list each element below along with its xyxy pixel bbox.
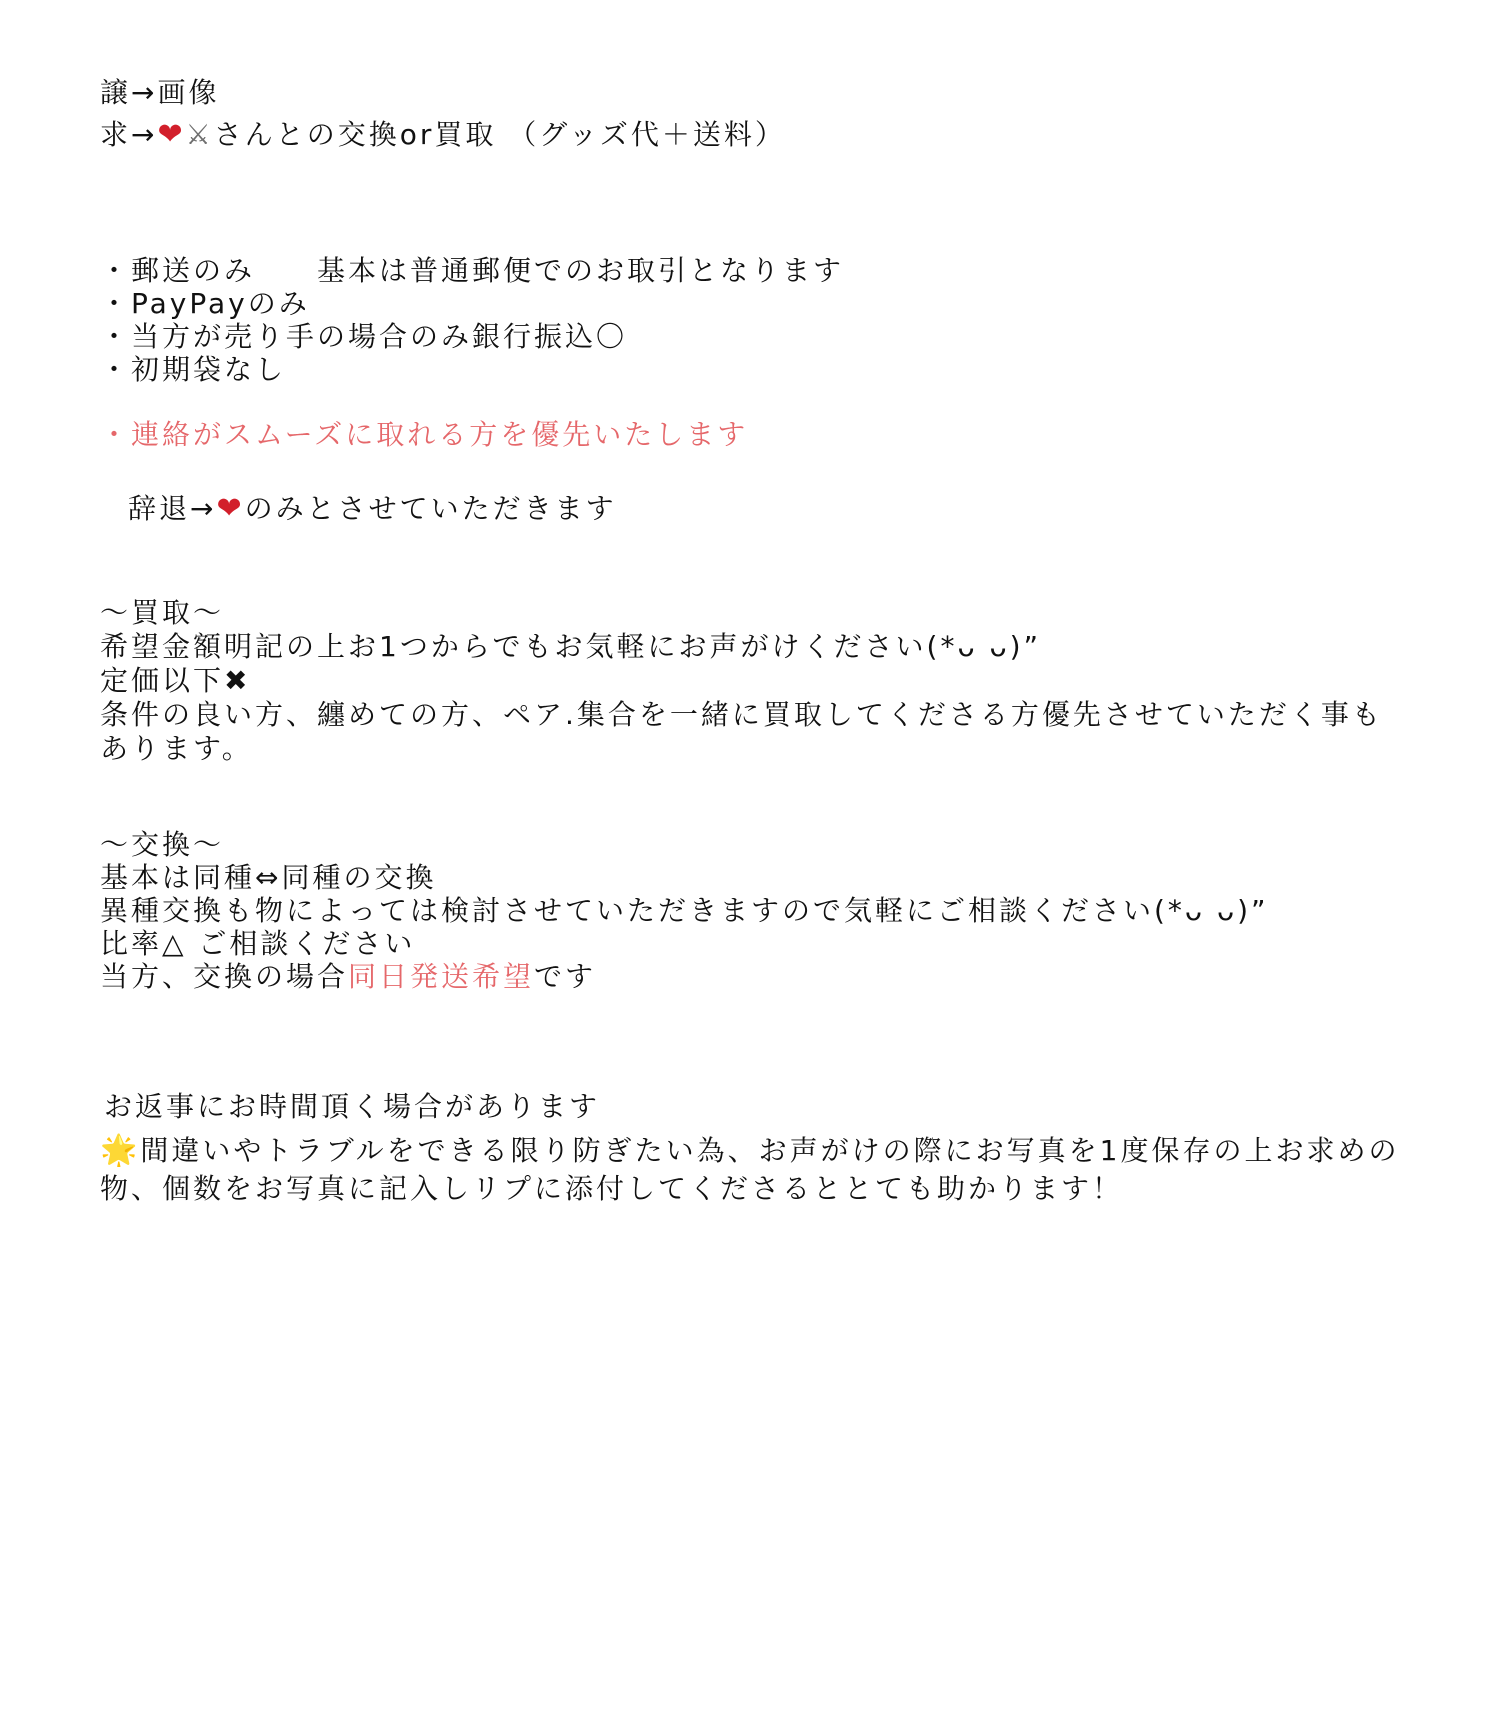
purchase-line-2: 定価以下✖: [100, 664, 251, 697]
star-icon: 🌟: [100, 1133, 141, 1168]
purchase-line-1: 希望金額明記の上お1つからでもお気軽にお声がけください(*ᴗ ᴗ)”: [100, 630, 1042, 663]
red-heart-icon: ❤: [157, 117, 186, 152]
rule-paypay-only: ・PayPayのみ: [100, 287, 310, 320]
red-heart-icon: ❤: [216, 491, 245, 526]
exchange-line-4-prefix: 当方、交換の場合: [100, 960, 349, 993]
crossed-swords-icon: ⚔: [185, 118, 214, 151]
decline-prefix: 辞退→: [128, 492, 217, 525]
give-text: 譲→画像: [100, 76, 220, 109]
rule-priority-note: ・連絡がスムーズに取れる方を優先いたします: [100, 418, 749, 451]
purchase-line-3: 条件の良い方、纏めての方、ペア.集合を一緒に買取してくださる方優先させていただく事もあります。: [100, 698, 1383, 765]
same-day-shipping-highlight: 同日発送希望: [348, 960, 535, 993]
want-suffix: さんとの交換or買取 （グッズ代＋送料）: [213, 118, 786, 151]
give-line: [100, 76, 219, 110]
want-prefix: 求→: [100, 118, 158, 151]
exchange-line-2: 異種交換も物によっては検討させていただきますので気軽にご相談ください(*ᴗ ᴗ)”: [100, 894, 1269, 927]
purchase-heading: 〜買取〜: [100, 596, 225, 629]
exchange-line-4-suffix: です: [534, 960, 597, 993]
photo-request-note: [100, 1132, 1400, 1208]
decline-suffix: のみとさせていただきます: [244, 492, 617, 525]
exchange-line-4: [100, 960, 596, 994]
decline-line: [128, 492, 617, 526]
rule-mail-only: ・郵送のみ 基本は普通郵便でのお取引となります: [100, 254, 845, 287]
reply-time-note: お返事にお時間頂く場合があります: [104, 1090, 601, 1123]
want-line: [100, 118, 786, 152]
rule-no-initial-bag: ・初期袋なし: [100, 353, 287, 386]
photo-request-text: 間違いやトラブルをできる限り防ぎたい為、お声がけの際にお写真を1度保存の上お求めの物、個数をお写真に記入しリプに添付してくださるととても助かります！: [100, 1134, 1400, 1205]
exchange-line-1: 基本は同種⇔同種の交換: [100, 861, 437, 894]
exchange-heading: 〜交換〜: [100, 828, 225, 861]
rule-bank-transfer: ・当方が売り手の場合のみ銀行振込〇: [100, 320, 628, 353]
exchange-line-3: 比率△ ご相談ください: [100, 927, 416, 960]
